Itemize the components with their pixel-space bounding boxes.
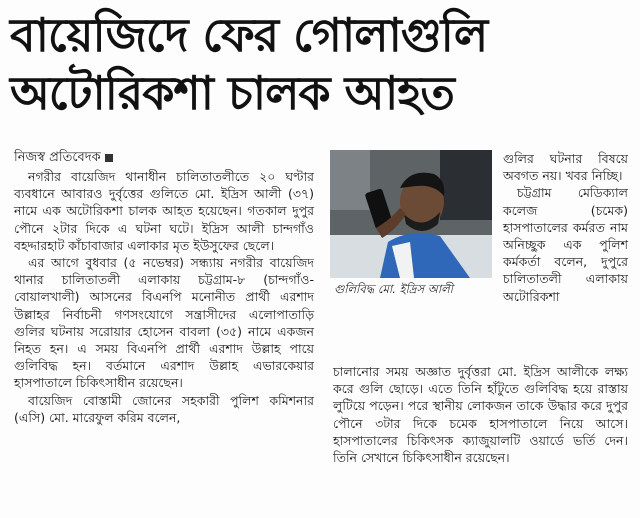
article-column-3-continued xyxy=(333,363,628,466)
paragraph: চট্টগ্রাম মেডিক্যাল কলেজ (চমেক) হাসপাতালের কর্মরত নাম অনিচ্ছুক এক পুলিশ কর্মকর্তা বলেন, দুপুরে চালিতাতলী এলাকায় অটোরিকশা xyxy=(503,185,628,304)
article-column-3 xyxy=(503,150,628,305)
byline-square-icon xyxy=(105,154,113,162)
headline-line-2: অটোরিকশা চালক আহত xyxy=(10,66,454,120)
photo-caption: গুলিবিদ্ধ মো. ইদ্রিস আলী xyxy=(334,282,453,296)
byline xyxy=(14,148,113,169)
headline xyxy=(10,6,630,122)
paragraph: নগরীর বায়েজিদ থানাধীন চালিতাতলীতে ২০ ঘণ্টার ব্যবধানে আবারও দুর্বৃত্তের গুলিতে মো. ইদ্রিস আলী (৩৭) নামে এক অটোরিকশা চালক আহত হয়েছেন। গতকাল দুপুর পৌনে ২টার দিকে এ ঘটনা ঘটে। ইদ্রিস আলী চান্দগাঁও বহদ্দারহাট কাঁচাবাজার এলাকার মৃত ইউসুফের ছেলে। xyxy=(14,169,314,253)
paragraph: এর আগে বুধবার (৫ নভেম্বর) সন্ধ্যায় নগরীর বায়েজিদ থানার চালিতাতলী এলাকায় চট্টগ্রাম-৮ (চান্দগাঁও-বোয়ালখালী) আসনের বিএনপি মনোনীত প্রার্থী এরশাদ উল্লাহর নির্বাচনী গণসংযোগে সন্ত্রাসীদের এলোপাতাড়ি গুলির ঘটনায় সরোয়ার হোসেন বাবলা (৩৫) নামে একজন নিহত হন। এ সময় বিএনপি প্রার্থী এরশাদ উল্লাহ পায়ে গুলিবিদ্ধ হন। বর্তমানে এরশাদ উল্লাহ এভারকেয়ার হাসপাতালে চিকিৎসাধীন রয়েছেন। xyxy=(14,255,314,391)
injured-man-photo xyxy=(330,150,492,278)
article-column-1 xyxy=(14,168,314,426)
paragraph: চালানোর সময় অজ্ঞাত দুর্বৃত্তরা মো. ইদ্রিস আলীকে লক্ষ্য করে গুলি ছোড়ে। এতে তিনি হাঁটুতে গুলিবিদ্ধ হয়ে রাস্তায় লুটিয়ে পড়েন। পরে স্থানীয় লোকজন তাকে উদ্ধার করে দুপুর পৌনে ৩টার দিকে চমেক হাসপাতালে নিয়ে আসে। হাসপাতালের চিকিৎসক ক্যাজুয়ালটি ওয়ার্ডে ভর্তি দেন। তিনি সেখানে চিকিৎসাধীন রয়েছেন। xyxy=(333,364,628,466)
paragraph: বায়েজিদ বোস্তামী জোনের সহকারী পুলিশ কমিশনার (এসি) মো. মারেফুল করিম বলেন, xyxy=(14,392,314,425)
byline-text: নিজস্ব প্রতিবেদক xyxy=(14,150,101,165)
headline-line-1: বায়েজিদে ফের গোলাগুলি xyxy=(10,8,488,62)
paragraph: গুলির ঘটনার বিষয়ে অবগত নয়। খবর নিচ্ছি। xyxy=(503,151,628,184)
